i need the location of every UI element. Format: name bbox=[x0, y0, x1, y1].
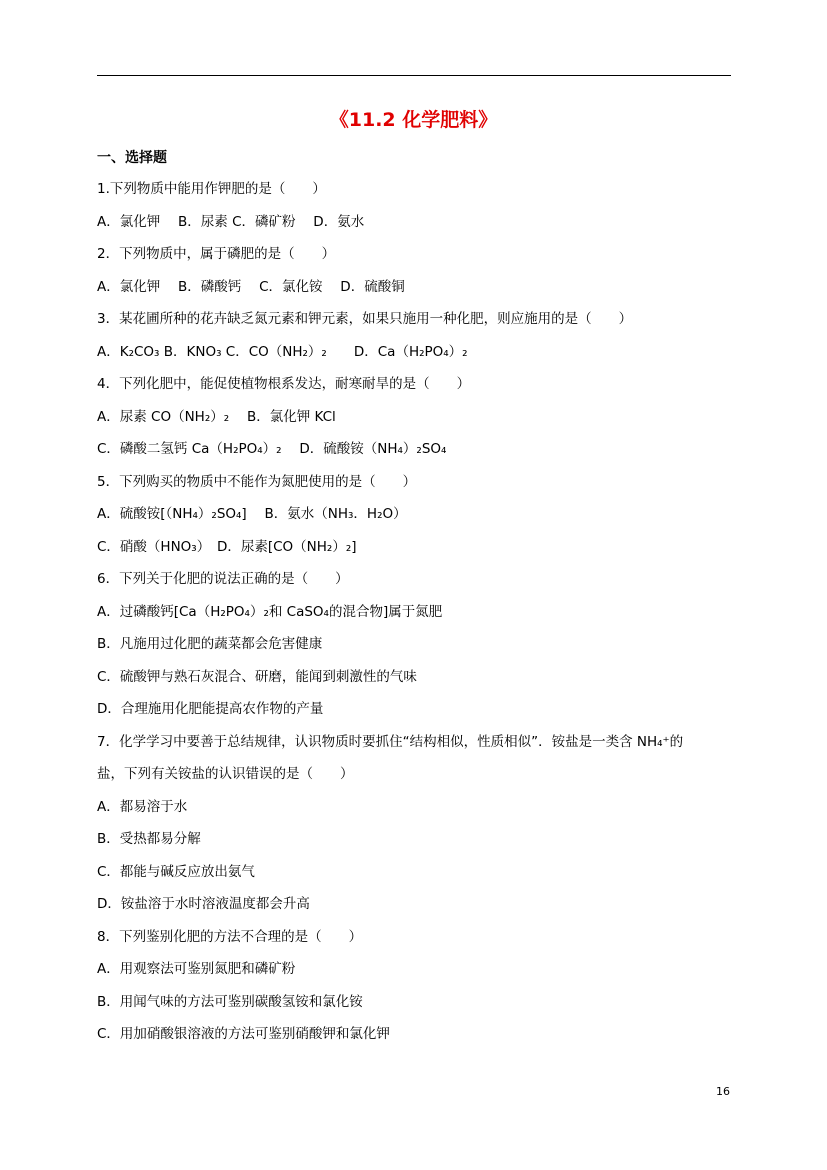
question-line: 8．下列鉴别化肥的方法不合理的是（ ） bbox=[97, 929, 363, 945]
header-rule bbox=[97, 75, 731, 76]
question-line: A．尿素 CO（NH₂）₂ B．氯化钾 KCl bbox=[97, 409, 336, 425]
question-line: C．磷酸二氢钙 Ca（H₂PO₄）₂ D．硫酸铵（NH₄）₂SO₄ bbox=[97, 441, 447, 457]
page-number: 16 bbox=[716, 1085, 730, 1098]
question-line: C．都能与碱反应放出氨气 bbox=[97, 864, 255, 880]
question-line: 6．下列关于化肥的说法正确的是（ ） bbox=[97, 571, 349, 587]
question-line: B．用闻气味的方法可鉴别碳酸氢铵和氯化铵 bbox=[97, 994, 363, 1010]
question-line: B．凡施用过化肥的蔬菜都会危害健康 bbox=[97, 636, 323, 652]
question-line: A．氯化钾 B．磷酸钙 C．氯化铵 D．硫酸铜 bbox=[97, 279, 405, 295]
section-heading: 一、选择题 bbox=[97, 150, 167, 166]
question-line: A．都易溶于水 bbox=[97, 799, 188, 815]
question-line: A．硫酸铵[（NH₄）₂SO₄] B．氨水（NH₃．H₂O） bbox=[97, 506, 407, 522]
question-line: A．过磷酸钙[Ca（H₂PO₄）₂和 CaSO₄的混合物]属于氮肥 bbox=[97, 604, 443, 620]
question-line: 5．下列购买的物质中不能作为氮肥使用的是（ ） bbox=[97, 474, 417, 490]
question-line: 盐，下列有关铵盐的认识错误的是（ ） bbox=[97, 766, 354, 782]
question-line: C．硫酸钾与熟石灰混合、研磨，能闻到刺激性的气味 bbox=[97, 669, 417, 685]
question-line: 1.下列物质中能用作钾肥的是（ ） bbox=[97, 181, 326, 197]
question-line: D．合理施用化肥能提高农作物的产量 bbox=[97, 701, 324, 717]
question-line: D．铵盐溶于水时溶液温度都会升高 bbox=[97, 896, 310, 912]
page-title: 《11.2 化学肥料》 bbox=[329, 109, 498, 131]
question-line: 2．下列物质中，属于磷肥的是（ ） bbox=[97, 246, 336, 262]
question-line: C．用加硝酸银溶液的方法可鉴别硝酸钾和氯化钾 bbox=[97, 1026, 390, 1042]
question-line: A．K₂CO₃ B．KNO₃ C．CO（NH₂）₂ D．Ca（H₂PO₄）₂ bbox=[97, 344, 468, 360]
question-line: A．用观察法可鉴别氮肥和磷矿粉 bbox=[97, 961, 296, 977]
question-line: A．氯化钾 B．尿素 C．磷矿粉 D．氨水 bbox=[97, 214, 365, 230]
question-line: 4．下列化肥中，能促使植物根系发达，耐寒耐旱的是（ ） bbox=[97, 376, 471, 392]
question-line: C．硝酸（HNO₃） D．尿素[CO（NH₂）₂] bbox=[97, 539, 357, 555]
question-line: B．受热都易分解 bbox=[97, 831, 201, 847]
question-line: 7．化学学习中要善于总结规律，认识物质时要抓住“结构相似，性质相似”．铵盐是一类含 NH₄⁺的 bbox=[97, 734, 684, 750]
question-line: 3．某花圃所种的花卉缺乏氮元素和钾元素，如果只施用一种化肥，则应施用的是（ ） bbox=[97, 311, 633, 327]
